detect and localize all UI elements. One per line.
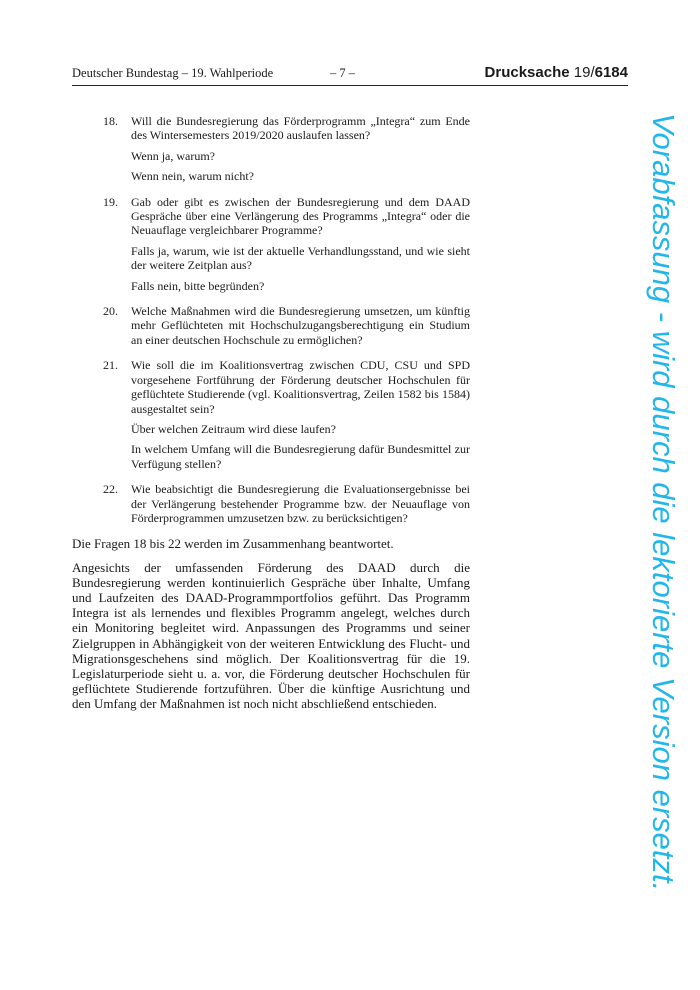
question-number: 20. (103, 304, 118, 319)
document-body (72, 114, 470, 712)
answer-lead: Die Fragen 18 bis 22 werden im Zusammenhang beantwortet. (72, 536, 394, 552)
question-number: 21. (103, 358, 118, 373)
question-text: Gab oder gibt es zwischen der Bundesregierung und dem DAAD Gespräche über eine Verlängerung des Programms „Integra“ oder die Neuauflage vergleichbarer Programme? (131, 194, 470, 238)
question-text: Welche Maßnahmen wird die Bundesregierung umsetzen, um künftig mehr Geflüchteten mit Hochschulzugangsberechtigung ein Studium an einer deutschen Hochschule zu ermöglichen? (131, 304, 470, 347)
question-text: Wie beabsichtigt die Bundesregierung die Evaluationsergebnisse bei der Verlängerung bestehender Programme bzw. der Neuauflage von Förderprogrammen umzusetzen bzw. zu berücksichtigen? (131, 482, 470, 525)
question-text: Wenn ja, warum? (131, 148, 215, 163)
document-prefix: 19/ (573, 64, 595, 81)
question-text: Will die Bundesregierung das Förderprogramm „Integra“ zum Ende des Wintersemesters 2019/2020 auslaufen lassen? (131, 114, 470, 143)
document-number (485, 64, 628, 81)
question-list (72, 114, 470, 525)
question-item (72, 304, 470, 347)
header-parliament: Deutscher Bundestag – 19. Wahlperiode (72, 66, 274, 80)
question-text: In welchem Umfang will die Bundesregierung dafür Bundesmittel zur Verfügung stellen? (131, 442, 470, 471)
document-id: 6184 (594, 64, 628, 81)
page-number: – 7 – (330, 66, 355, 80)
question-text: Falls nein, bitte begründen? (131, 278, 265, 293)
question-number: 19. (103, 194, 118, 209)
draft-watermark: Vorabfassung - wird durch die lektorierte Version ersetzt. (646, 113, 681, 892)
question-item (72, 358, 470, 471)
question-item (72, 114, 470, 184)
question-item (72, 195, 470, 293)
question-item (72, 482, 470, 525)
question-text: Wie soll die im Koalitionsvertrag zwischen CDU, CSU und SPD vorgesehene Fortführung der Förderung deutscher Hochschulen für geflüchtete Studierende (vgl. Koalitionsvertrag, Zeilen 1582 bis 1584) ausgestaltet sein? (131, 358, 470, 416)
question-text: Falls ja, warum, wie ist der aktuelle Verhandlungsstand, und wie sieht der weitere Zeitplan aus? (131, 243, 470, 273)
question-number: 18. (103, 114, 118, 128)
answer-paragraph: Angesichts der umfassenden Förderung des DAAD durch die Bundesregierung werden kontinuierlich Gespräche über Inhalte, Umfang und Laufzeiten des DAAD-Programmportfolios geführt. Das Programm Integra ist als lernendes und flexibles Programm angelegt, welches durch ein Monitoring begleitet wird. Anpassungen des Programms und seiner Zielgruppen in Abhängigkeit von der weiteren Entwicklung des Flucht- und Migrationsgeschehens sind möglich. Der Koalitionsvertrag für die 19. Legislaturperiode sieht u. a. vor, die Förderung deutscher Hochschulen für geflüchtete Studierende fortzuführen. Über die künftige Ausrichtung und den Umfang der Maßnahmen ist noch nicht abschließend entschieden. (72, 559, 470, 712)
question-text: Wenn nein, warum nicht? (131, 169, 254, 184)
question-text: Über welchen Zeitraum wird diese laufen? (131, 421, 336, 436)
page-header (72, 66, 628, 86)
question-number: 22. (103, 482, 118, 497)
header-rule (72, 85, 628, 86)
document-label: Drucksache (484, 64, 570, 81)
